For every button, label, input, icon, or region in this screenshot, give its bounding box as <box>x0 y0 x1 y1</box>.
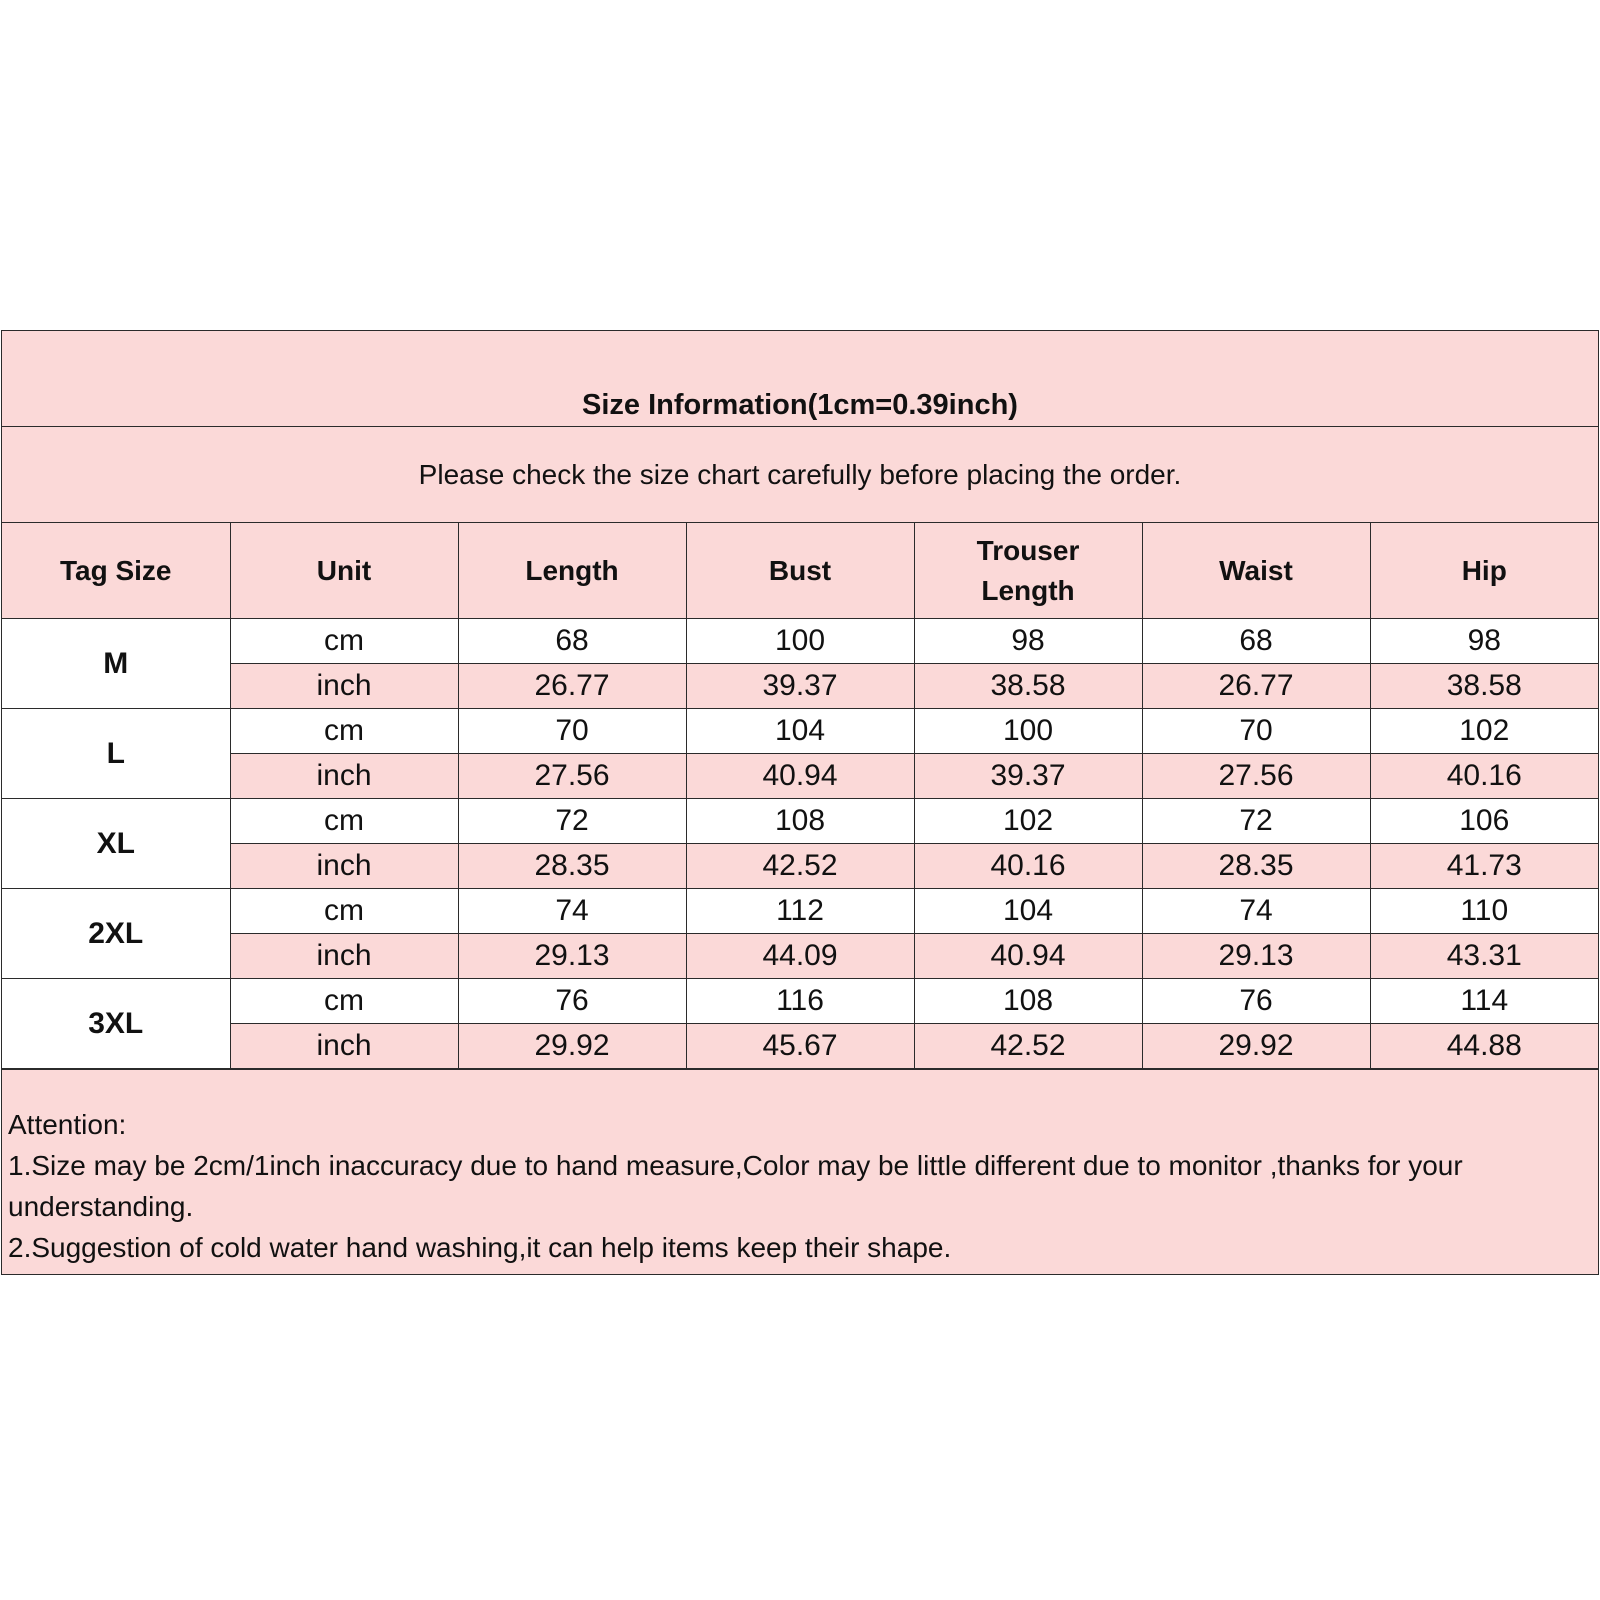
column-header-tag-size: Tag Size <box>2 523 230 619</box>
unit-cell: cm <box>230 799 458 844</box>
header-row <box>2 523 1598 619</box>
tag-size-cell: 2XL <box>2 889 230 979</box>
unit-cell: cm <box>230 889 458 934</box>
notes-heading: Attention: <box>8 1109 127 1140</box>
waist-cell: 68 <box>1142 619 1370 664</box>
subtitle: Please check the size chart carefully before placing the order. <box>2 427 1598 523</box>
tag-size-cell: 3XL <box>2 979 230 1069</box>
hip-cell: 106 <box>1370 799 1598 844</box>
bust-cell: 100 <box>686 619 914 664</box>
table-row <box>2 979 1598 1024</box>
trouser-length-cell: 42.52 <box>914 1024 1142 1069</box>
size-chart <box>1 330 1599 1275</box>
bust-cell: 104 <box>686 709 914 754</box>
column-header-bust: Bust <box>686 523 914 619</box>
table-row <box>2 754 1598 799</box>
trouser-length-cell: 40.16 <box>914 844 1142 889</box>
column-header-hip: Hip <box>1370 523 1598 619</box>
column-header-trouser-length: Trouser Length <box>914 523 1142 619</box>
hip-cell: 98 <box>1370 619 1598 664</box>
tag-size-cell: M <box>2 619 230 709</box>
waist-cell: 28.35 <box>1142 844 1370 889</box>
waist-cell: 26.77 <box>1142 664 1370 709</box>
waist-cell: 29.13 <box>1142 934 1370 979</box>
table-row <box>2 1024 1598 1069</box>
length-cell: 72 <box>458 799 686 844</box>
trouser-length-cell: 40.94 <box>914 934 1142 979</box>
length-cell: 26.77 <box>458 664 686 709</box>
waist-cell: 72 <box>1142 799 1370 844</box>
bust-cell: 42.52 <box>686 844 914 889</box>
hip-cell: 38.58 <box>1370 664 1598 709</box>
hip-cell: 40.16 <box>1370 754 1598 799</box>
notes-line-1: 1.Size may be 2cm/1inch inaccuracy due to hand measure,Color may be little different due to monitor ,thanks for your understanding. <box>8 1150 1463 1222</box>
unit-cell: inch <box>230 754 458 799</box>
length-cell: 76 <box>458 979 686 1024</box>
hip-cell: 110 <box>1370 889 1598 934</box>
table-row <box>2 844 1598 889</box>
waist-cell: 76 <box>1142 979 1370 1024</box>
bust-cell: 108 <box>686 799 914 844</box>
unit-cell: cm <box>230 979 458 1024</box>
hip-cell: 41.73 <box>1370 844 1598 889</box>
bust-cell: 112 <box>686 889 914 934</box>
unit-cell: cm <box>230 619 458 664</box>
trouser-length-cell: 104 <box>914 889 1142 934</box>
length-cell: 28.35 <box>458 844 686 889</box>
tag-size-cell: L <box>2 709 230 799</box>
column-header-length: Length <box>458 523 686 619</box>
unit-cell: inch <box>230 934 458 979</box>
waist-cell: 27.56 <box>1142 754 1370 799</box>
trouser-length-cell: 100 <box>914 709 1142 754</box>
bust-cell: 40.94 <box>686 754 914 799</box>
bust-cell: 45.67 <box>686 1024 914 1069</box>
waist-cell: 74 <box>1142 889 1370 934</box>
table-row <box>2 619 1598 664</box>
length-cell: 29.92 <box>458 1024 686 1069</box>
unit-cell: cm <box>230 709 458 754</box>
trouser-length-cell: 98 <box>914 619 1142 664</box>
length-cell: 27.56 <box>458 754 686 799</box>
page-title: Size Information(1cm=0.39inch) <box>2 331 1598 427</box>
length-cell: 29.13 <box>458 934 686 979</box>
unit-cell: inch <box>230 664 458 709</box>
table-row <box>2 709 1598 754</box>
hip-cell: 44.88 <box>1370 1024 1598 1069</box>
table-row <box>2 934 1598 979</box>
hip-cell: 102 <box>1370 709 1598 754</box>
length-cell: 74 <box>458 889 686 934</box>
column-header-waist: Waist <box>1142 523 1370 619</box>
length-cell: 68 <box>458 619 686 664</box>
bust-cell: 116 <box>686 979 914 1024</box>
table-row <box>2 799 1598 844</box>
table-row <box>2 664 1598 709</box>
table-row <box>2 889 1598 934</box>
attention-notes <box>2 1069 1598 1274</box>
trouser-length-cell: 39.37 <box>914 754 1142 799</box>
hip-cell: 43.31 <box>1370 934 1598 979</box>
tag-size-cell: XL <box>2 799 230 889</box>
bust-cell: 44.09 <box>686 934 914 979</box>
waist-cell: 29.92 <box>1142 1024 1370 1069</box>
notes-line-2: 2.Suggestion of cold water hand washing,it can help items keep their shape. <box>8 1232 952 1263</box>
column-header-unit: Unit <box>230 523 458 619</box>
unit-cell: inch <box>230 844 458 889</box>
length-cell: 70 <box>458 709 686 754</box>
waist-cell: 70 <box>1142 709 1370 754</box>
trouser-length-cell: 38.58 <box>914 664 1142 709</box>
unit-cell: inch <box>230 1024 458 1069</box>
size-table <box>2 523 1598 1069</box>
bust-cell: 39.37 <box>686 664 914 709</box>
hip-cell: 114 <box>1370 979 1598 1024</box>
trouser-length-cell: 108 <box>914 979 1142 1024</box>
trouser-length-cell: 102 <box>914 799 1142 844</box>
